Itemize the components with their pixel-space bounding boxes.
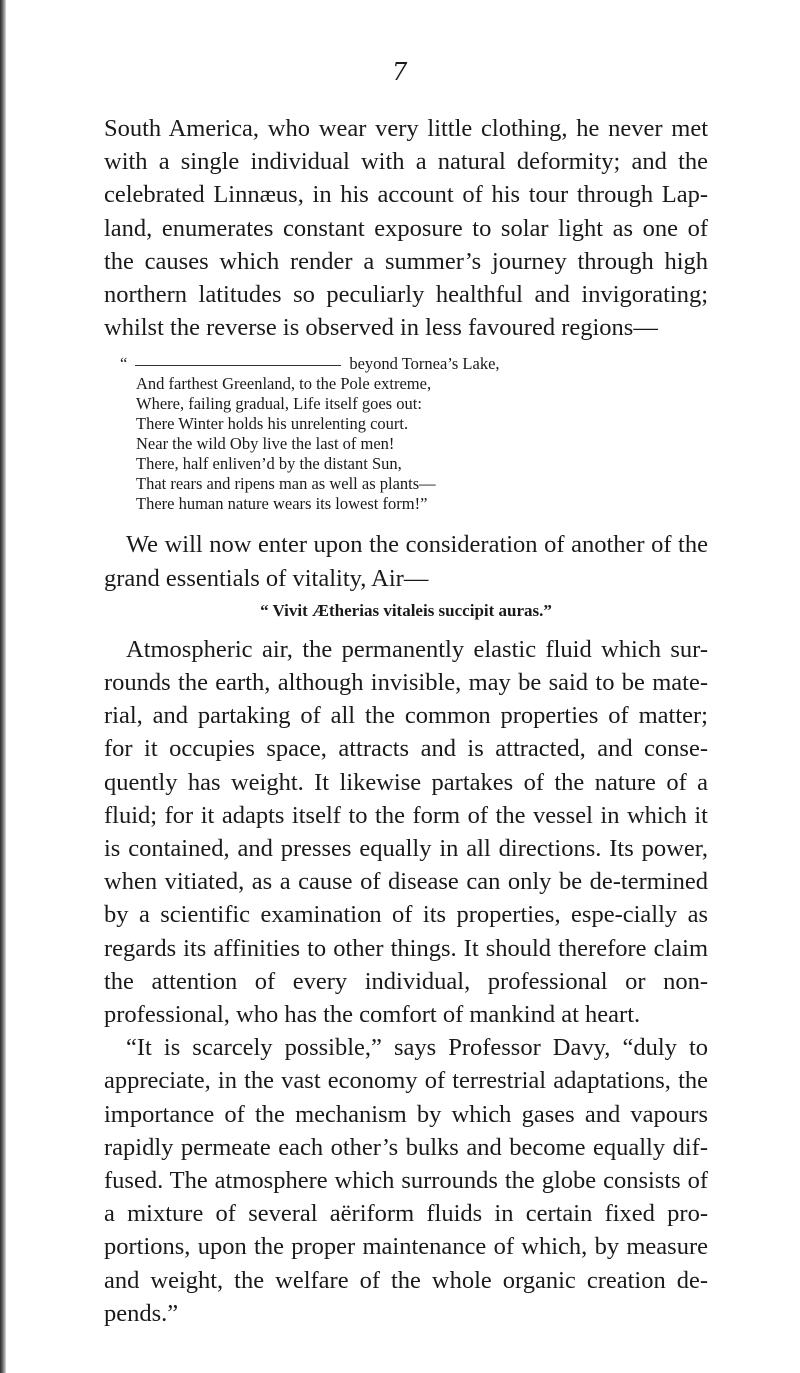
paragraph-atmospheric-air: Atmospheric air, the permanently elastic fluid which sur-rounds the earth, although invisible, may be said to be mate-rial, and partaking of all the common properties of matter; for it occupies space, attracts and is attracted, and conse-quently has weight. It likewise partakes of the nature of a fluid; for it adapts itself to the form of the vessel in which it is contained, and presses equally in all directions. Its power, when vitiated, as a cause of disease can only be de-termined by a scientific examination of its properties, espe-cially as regards its affinities to other things. It should therefore claim the attention of every individual, professional or non-professional, who has the comfort of mankind at heart. <box>104 635 708 1029</box>
poem-line-6: There, half enliven’d by the distant Sun, <box>136 454 402 474</box>
poem-line-2: And farthest Greenland, to the Pole extreme, <box>136 374 432 394</box>
poem-quotation <box>104 354 708 514</box>
page-binding-edge <box>0 0 6 1373</box>
poem-line-3: Where, failing gradual, Life itself goes out: <box>136 394 422 414</box>
poem-opening-quote: “ <box>120 354 128 374</box>
poem-line-4: There Winter holds his unrelenting court. <box>136 414 409 434</box>
page-body <box>104 112 708 1330</box>
poem-line-1-text: beyond Tornea’s Lake, <box>349 354 500 374</box>
paragraph-continued: South America, who wear very little clothing, he never met with a single individual with a natural deformity; and the celebrated Linnæus, in his account of his tour through Lap-land, enumerates constant exposure to solar light as one of the causes which render a summer’s journey through high northern latitudes so peculiarly healthful and invigorating; whilst the reverse is observed in less favoured regions— <box>104 115 708 342</box>
latin-motto: “ Vivit Ætherias vitaleis succipit auras.” <box>260 600 552 620</box>
poem-line-1 <box>120 354 708 374</box>
paragraph-air-intro: We will now enter upon the consideration of another of the grand essentials of vitality, Air— <box>104 531 708 592</box>
poem-elision-rule <box>135 365 341 366</box>
poem-line-7: That rears and ripens man as well as plants— <box>136 474 436 494</box>
page-number: 7 <box>392 58 408 86</box>
poem-line-5: Near the wild Oby live the last of men! <box>136 434 395 454</box>
paragraph-davy-quote: “It is scarcely possible,” says Professor Davy, “duly to appreciate, in the vast economy of terrestrial adaptations, the importance of the mechanism by which gases and vapours rapidly permeate each other’s bulks and become equally dif-fused. The atmosphere which surrounds the globe consists of a mixture of several aëriform fluids in certain fixed pro-portions, upon the proper maintenance of which, by measure and weight, the welfare of the whole organic creation de-pends.” <box>104 1034 708 1327</box>
poem-line-8: There human nature wears its lowest form!” <box>136 494 428 514</box>
